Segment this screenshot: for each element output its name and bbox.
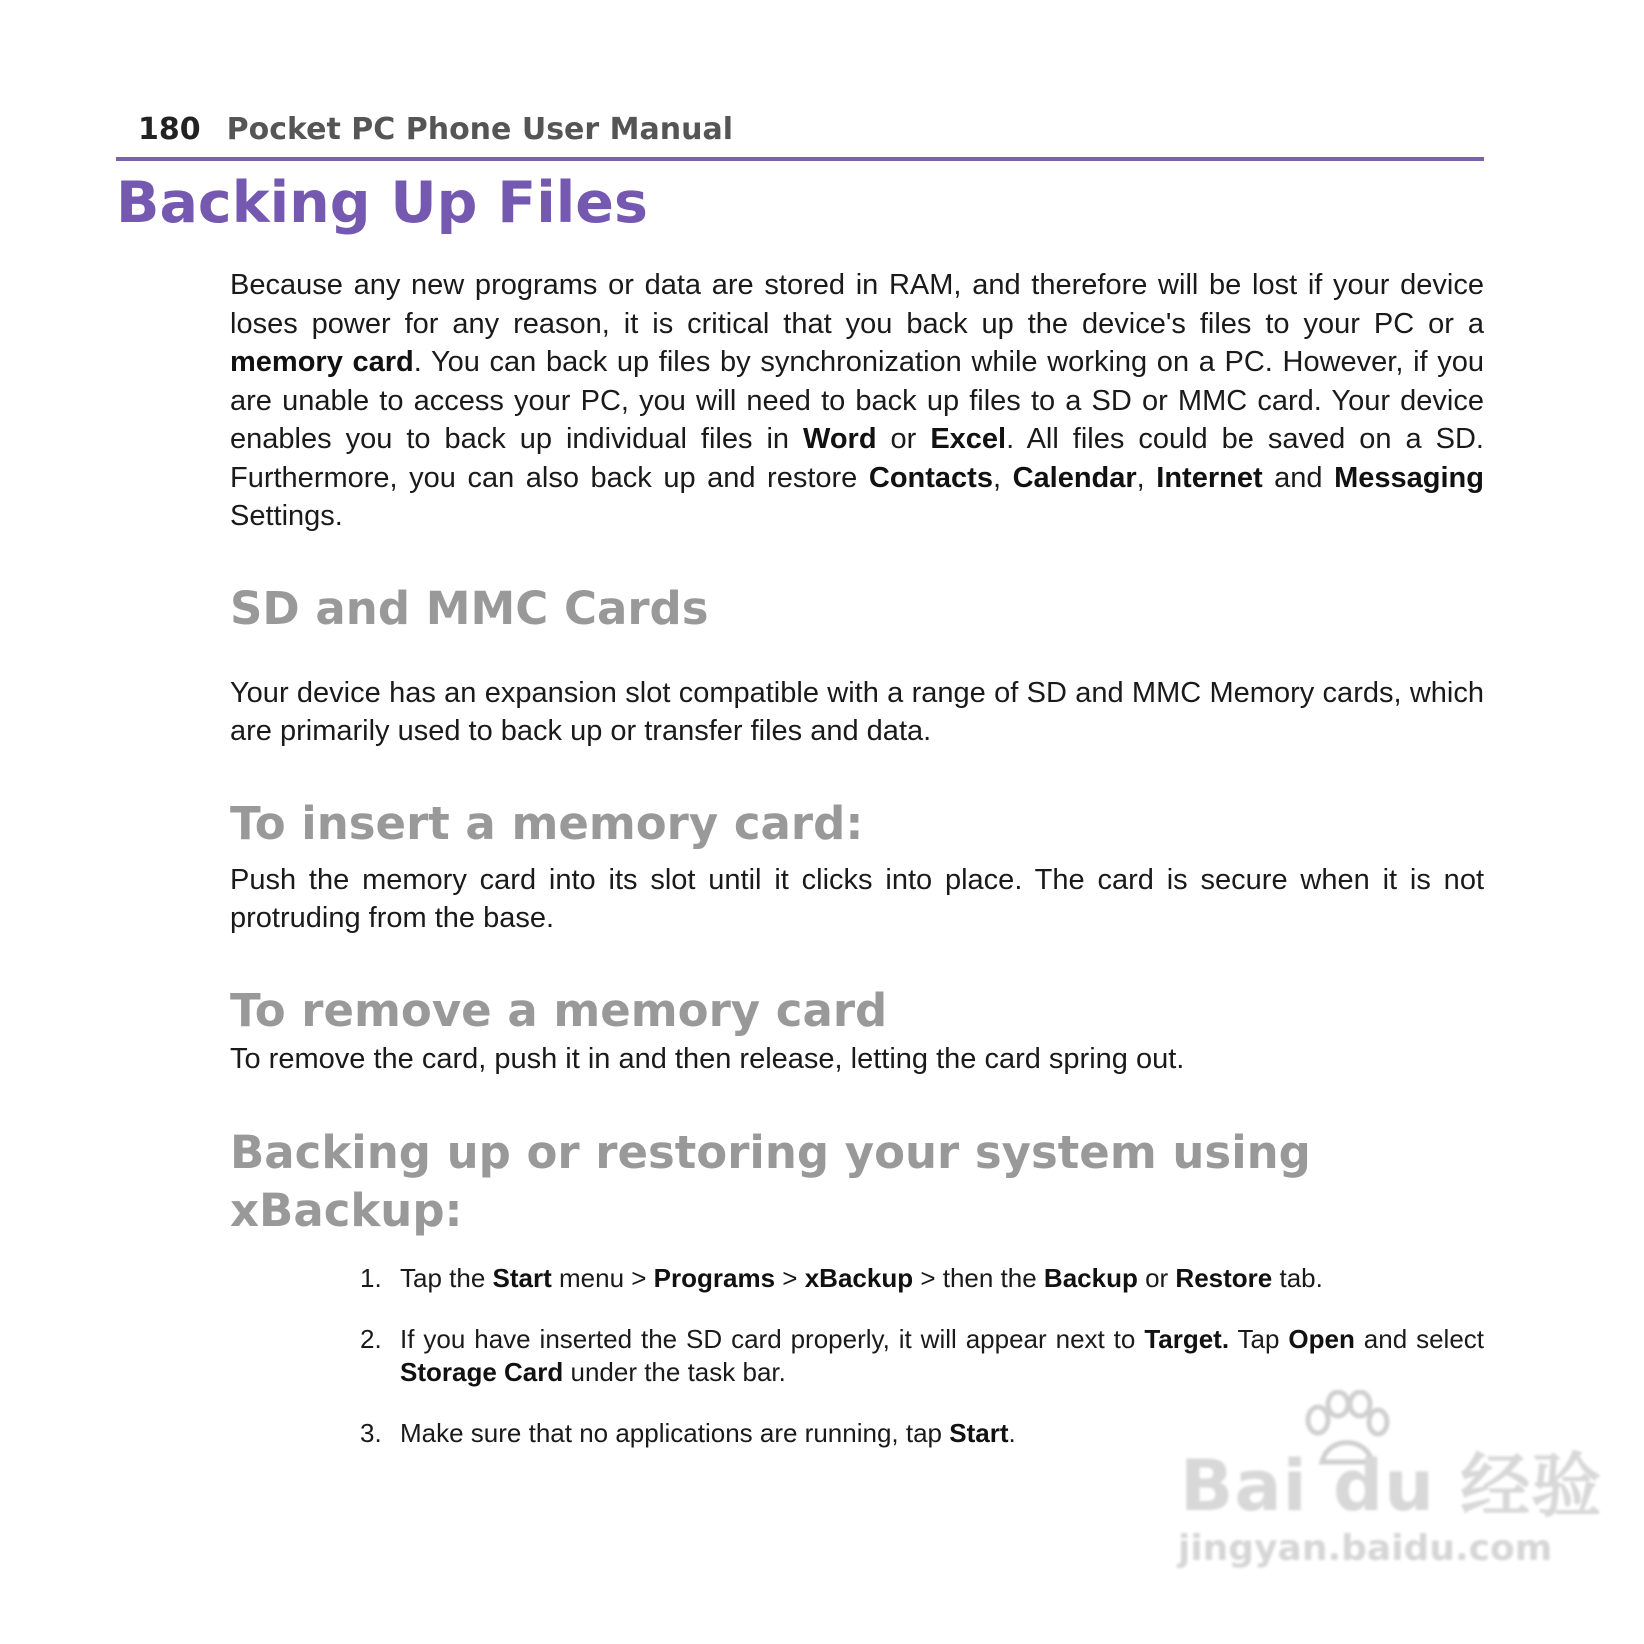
xbackup-heading (230, 1124, 1484, 1240)
xbackup-heading-line2: xBackup: (230, 1184, 463, 1237)
step-text: If you have inserted the SD card properly, it will appear next to Target. Tap Open and select Storage Card under the task bar. (400, 1324, 1485, 1387)
step-number: 3. (360, 1418, 382, 1448)
list-item (360, 1262, 1484, 1295)
step-number: 2. (360, 1324, 382, 1354)
bold-term: memory card (230, 346, 414, 378)
xbackup-heading-line1: Backing up or restoring your system using (230, 1126, 1311, 1179)
manual-title: Pocket PC Phone User Manual (226, 112, 733, 147)
bold-term: Target. (1144, 1324, 1230, 1354)
baidu-watermark (1170, 1390, 1603, 1590)
bold-term: Programs (653, 1263, 776, 1293)
watermark-logo: Bai du 经验 (1180, 1445, 1603, 1527)
bold-term: Start (492, 1263, 552, 1293)
remove-card-heading: To remove a memory card (230, 983, 888, 1037)
bold-term: Storage Card (400, 1357, 564, 1387)
bold-term: Excel (930, 423, 1007, 455)
insert-card-paragraph: Push the memory card into its slot until it clicks into place. The card is secure when it is not protruding from the base. (230, 863, 1484, 934)
page-title: Backing Up Files (116, 170, 648, 236)
insert-card-heading: To insert a memory card: (230, 796, 864, 850)
bold-term: Word (803, 423, 877, 455)
bold-term: Internet (1156, 461, 1263, 494)
bold-term: Calendar (1012, 461, 1137, 494)
bold-term: Backup (1043, 1263, 1138, 1293)
bold-term: Open (1288, 1324, 1355, 1354)
bold-term: Contacts (868, 461, 993, 494)
bold-term: Restore (1175, 1263, 1273, 1293)
step-text: Tap the Start menu > Programs > xBackup > then the Backup or Restore tab. (400, 1263, 1323, 1293)
sd-mmc-paragraph: Your device has an expansion slot compatible with a range of SD and MMC Memory cards, which are primarily used to back up or transfer files and data. (230, 676, 1484, 747)
bold-term: Start (949, 1418, 1009, 1448)
content (230, 266, 1484, 1478)
list-item (360, 1323, 1484, 1389)
remove-card-paragraph: To remove the card, push it in and then release, letting the card spring out. (230, 1042, 1185, 1075)
step-text: Make sure that no applications are running, tap Start. (400, 1418, 1016, 1448)
step-number: 1. (360, 1263, 382, 1293)
sd-mmc-heading: SD and MMC Cards (230, 581, 709, 635)
watermark-url: jingyan.baidu.com (1178, 1528, 1553, 1569)
page-header (138, 112, 733, 147)
intro-paragraph: Because any new programs or data are stored in RAM, and therefore will be lost if your device loses power for any reason, it is critical that you back up the device's files to your PC or a memory card. You can back up files by synchronization while working on a PC. However, if you are unable to access your PC, you will need to back up files to a SD or MMC card. Your device enables you to back up individual files in Word or Excel. All files could be saved on a SD. Furthermore, you can also back up and restore Contacts, Calendar, Internet and Messaging Settings. (230, 269, 1484, 532)
bold-term: xBackup (804, 1263, 914, 1293)
header-rule (116, 157, 1484, 161)
bold-term: Messaging (1334, 461, 1484, 494)
page-number: 180 (138, 112, 201, 147)
